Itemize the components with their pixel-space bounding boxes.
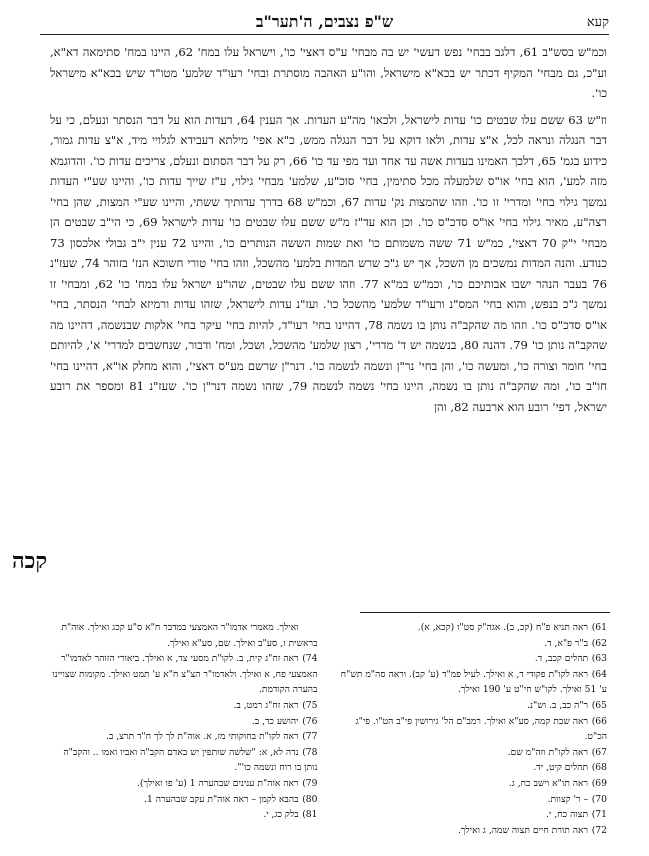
footnote-text: יהושע כד, ב.: [251, 715, 299, 727]
footnote-text: ראה זח"ג קית, ב. לקו"ת מסעי צד, א ואילך. ביאורי הזוהר לאדמו"ר האמצעי פח, א ואילך. ולאדמו"ר הצ"צ ח"א ע' תמט ואילך. מקומות שצויינו בהערה הקודמת.: [52, 653, 318, 696]
footnote-number: 69): [591, 777, 607, 789]
footnote-divider: [360, 612, 610, 613]
footnote: [50, 729, 318, 745]
footnote: [340, 651, 608, 667]
footnote-text: ראה תורת חיים תצוה שמה, ג ואילך.: [457, 824, 589, 836]
main-text: [50, 42, 607, 423]
footnote-number: 79): [302, 777, 318, 789]
footnote-number: 76): [302, 715, 318, 727]
footnote-number: 80): [302, 793, 318, 805]
footnote: [340, 698, 608, 714]
footnote-text: ראה שבת קמה, סע"א ואילך. רמב"ם הל' גירושין פי"ב הט"ו. פי"ג הכ"ט.: [355, 715, 607, 743]
footnote: [340, 823, 608, 839]
footnote-number: 65): [591, 699, 607, 711]
footnote: [340, 792, 608, 808]
footnote-number: 66): [591, 715, 607, 727]
footnote: [340, 636, 608, 652]
footnote: [50, 745, 318, 776]
footnote: [50, 776, 318, 792]
footnote-text: תהלים קיט, יד.: [533, 762, 589, 774]
footnote: [50, 651, 318, 698]
running-header: [40, 12, 609, 35]
footnote-text: בהבא לקמן – ראה אוה"ת עקב שבהערה 1.: [144, 793, 299, 805]
footnote-number: 68): [591, 762, 607, 774]
footnote: [50, 792, 318, 808]
footnote-number: 70): [591, 793, 607, 805]
footnote: [340, 745, 608, 761]
footnotes: [50, 620, 607, 852]
paragraph: וז"ש 63 ששם עלו שבטים כו' עדות לישראל, ולכאו' מה"ע העדות. אך הענין 64, דעדות הוא על דבר הנסתר ונעלם, כי על דבר הנגלה ונראה לכל, א"צ עדות, ולאו דוקא על דבר הנגלה ממש, כ"א אפי' מילתא דעבידא לגלויי מיד, א"צ עדות גמור, כידוע בגמ' 65, דלכך האמינו בעדות אשה עד אחד ועד מפי עד כו' 66, רק על דבר הסתום ונעלם, צריכים עדות כו'. והדוגמא מזה למע', הוא בחי' או"ס שלמעלה מכל סתימין, בחי' סוכ"ע, שלמע' מבחי' גילוי, ע"ז שייך עדות כו', והיינו שע"י העדות נמשך גילוי בחי' ומדרי' זו כו'. וזהו שהמצות נק' עדות 67, וכמ"ש 68 בדרך עדותיך ששתי, והיינו שע"י המצות, שהן בחי' רצה"ע, מאיר גילוי בחי' או"ס סדכ"ס כו'. וכן הוא עד"ז מ"ש ששם עלו שבטים כו' עדות לישראל 69, כי הי"ב שבטים הן מבחי' י"ק 70 דאצי', כמ"ש 71 ששה משמותם כו' ואת שמות הששה הנותרים כו', והיינו 72 ענין י"ב גבולי אלכסון 73 כנודע. והנה המדות נמשכים מן השכל, אך יש ג"כ שרש המדות בלמע' מהשכל, וזהו בחי' טורי חשוכא הנז' בזוהר 74, שעז"נ 76 בעבר הנהר ישבו אבותיכם כו', וכמ"ש במ"א 77. וזהו ששם עלו שבטים, שהו"ע ישראל עלו במח' כו' 62, ומבחי' זו נמשך ג"כ בנפש, והוא בחי' המס"נ ורעו"ד שלמע' מהשכל כו'. ועז"נ עדות לישראל, שזהו עדות ורמיזא לבחי' הנסתר, בחי' או"ס סדכ"ס כו'. וזהו מה שהקב"ה נותן בו נשמה 78, דהיינו בחי' רעו"ד, להיות בחי' עיקר בחי' אלקות שבנשמה, דהיינו מה שהקב"ה נותן כו' 79. דהנה 80, בנשמה יש ד' מדרי', רצון שלמע' מהשכל, ושכל, ומח' ודבור, שנחשבים למדרי' א', להיותם בחי' חומר וצורה כו', ומעשה כו', והן בחי' נר"ן ונשמה לנשמה כו'. דנר"ן שרשם מע"ס דאצי', והוא מחלק או"א, דהיינו בחי' חו"ב כו', ומה שהקב"ה נותן בו נשמה, היינו בחי' נשמה לנשמה 79, שזהו נשמה דנר"ן כו'. שעז"נ 81 ומספר את רובע ישראל, דפי' רובע הוא ארבעה 82, והן: [50, 112, 607, 414]
footnote-number: 61): [591, 622, 607, 633]
footnote-text: תהלים קכב, ד.: [534, 653, 589, 665]
paragraph: וכמ"ש בסש"ב 61, דלגב בבחי' נפש דעשי' יש בה מבחי' ע"ס דאצי' כו', וישראל עלו במח' 62, היינו במח' סתימאה דא"א, וע"כ, גם מבחי' המקיף דכתר יש בכא"א מישראל, והו"ע האהבה מוסתרת ובחי' רעו"ד שלמע' מטו"ד שיש בכא"א מישראל כו'.: [50, 45, 608, 100]
footnote-text: בלק כג, י.: [263, 809, 299, 821]
footnote: [50, 807, 318, 823]
page-title: ש"פ נצבים, ה'תער"ב: [255, 12, 394, 31]
footnote: [50, 698, 318, 714]
footnote-text: ראה לקו"ת בחוקותי מז, א. אוה"ת לך לך ח"ד תרצ, ב.: [105, 731, 299, 743]
footnote-text: ר"ה כב, ב. וש"נ.: [527, 699, 589, 711]
footnote-text: תצוה כח, י.: [546, 809, 589, 821]
footnote-text: ראה לקו"ת וזה"מ שם.: [507, 746, 589, 758]
footnote: [340, 620, 608, 636]
footnote-number: 81): [302, 809, 318, 821]
footnote-text: ראה אוה"ת ענינים שבהערה 1 (ע' פו ואילך).: [136, 777, 299, 789]
footnote: [340, 714, 608, 745]
footnote-number: 74): [302, 653, 318, 665]
footnote-number: 75): [302, 699, 318, 711]
footnote-number: 64): [591, 668, 607, 680]
footnote-text: ראה זח"ג רמט, ב.: [233, 699, 299, 711]
footnote: [50, 620, 318, 651]
footnote-number: 63): [591, 653, 607, 665]
footnote-number: 67): [591, 746, 607, 758]
footnote-text: – ר' קצוות.: [547, 793, 589, 805]
footnote: [340, 667, 608, 698]
footnote-text: ב"ר פ"א, ד.: [544, 637, 589, 649]
footnote-text: ראה תו"א וישב כח, ג.: [508, 777, 589, 789]
footnote-text: ראה לקו"ת פקודי ד, א ואילך. לעיל פמ"ד (ע' קב). וראה סה"מ תש"ח ע' 51 ואילך. לקו"ש חי"ט ע' 190 ואילך.: [340, 668, 607, 696]
footnote-text: ואילך. מאמרי אדמו"ר האמצעי במדבר ח"א ס"ע קכג ואילך. אוה"ת בראשית ז, סע"ב ואילך. שם, סע"א ואילך.: [61, 622, 318, 649]
footnote-number: 62): [591, 637, 607, 649]
footnote-number: 71): [591, 809, 607, 821]
footnote-number: 77): [302, 731, 318, 743]
footnote: [340, 776, 608, 792]
footnote-number: 78): [302, 746, 318, 758]
footnote-text: נדה לא, א: "שלשה שותפין יש באדם הקב"ה ואביו ואמו .. והקב"ה נותן בו רוח ונשמה כו'".: [63, 746, 318, 774]
footnote: [340, 760, 608, 776]
footnote-text: ראה תניא פ"ח (קכ, ב). אגה"ק סט"ו (קכא, א).: [417, 622, 589, 633]
footnote: [340, 807, 608, 823]
footnote-number: 72): [591, 824, 607, 836]
page-number: קעא: [586, 15, 609, 30]
margin-mark: קכה: [12, 548, 48, 574]
footnote: [50, 714, 318, 730]
